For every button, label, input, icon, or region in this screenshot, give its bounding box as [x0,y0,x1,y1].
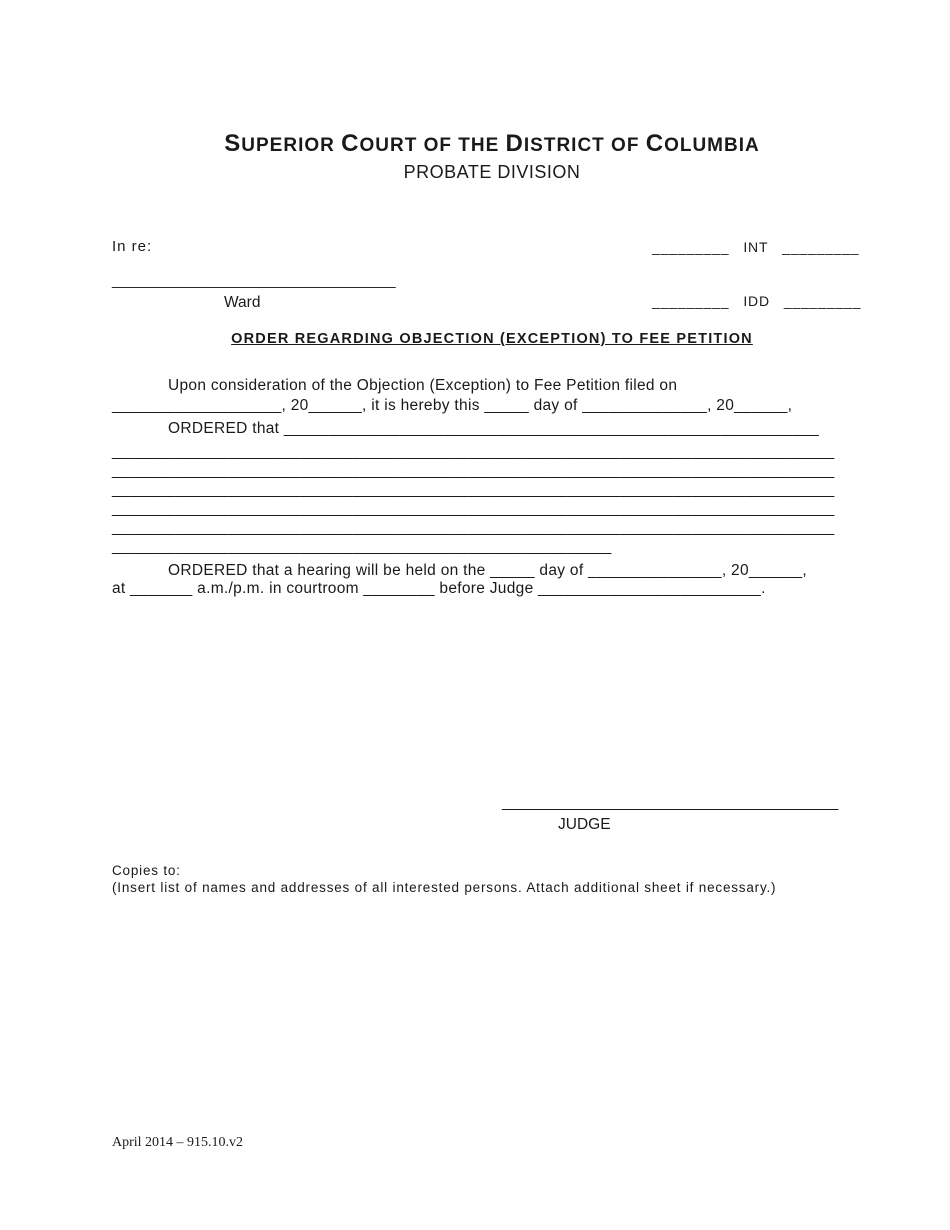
consideration-line-2[interactable]: ___________________, 20______, it is hereby this _____ day of ______________, 20______, [112,397,793,414]
division-title: PROBATE DIVISION [403,162,581,182]
copies-to-instructions: (Insert list of names and addresses of all interested persons. Attach additional sheet if necessary.) [112,880,777,895]
in-re-label: In re: [112,238,153,255]
order-blank-line[interactable]: _________________________________________________________________________________ [112,481,835,498]
ward-name-blank[interactable]: __________________________________ [112,272,396,289]
order-title: ORDER REGARDING OBJECTION (EXCEPTION) TO FEE PETITION [231,331,753,347]
court-title [0,130,950,158]
order-blank-line[interactable]: _________________________________________________________________________________ [112,443,835,460]
int-code-line[interactable]: _________ INT _________ [652,239,860,255]
ward-label: Ward [224,294,261,311]
case-codes [652,202,861,328]
court-title-part-3: DISTRICT OF [505,130,646,157]
court-title-part-2: COURT OF THE [341,130,506,157]
hearing-line-1[interactable]: ORDERED that a hearing will be held on the _____ day of _______________, 20______, [168,562,808,579]
ordered-that-line[interactable]: ORDERED that ____________________________________________________________ [168,420,820,437]
order-blank-line[interactable]: _________________________________________________________________________________ [112,462,835,479]
court-title-part-1: SUPERIOR [224,130,342,157]
form-footer-id: April 2014 – 915.10.v2 [112,1135,244,1150]
judge-label: JUDGE [558,816,611,833]
idd-code-line[interactable]: _________ IDD _________ [652,293,862,309]
hearing-line-2[interactable]: at _______ a.m./p.m. in courtroom ________ before Judge _________________________. [112,580,766,597]
court-title-part-4: COLUMBIA [645,130,760,157]
order-blank-line[interactable]: _________________________________________________________________________________ [112,519,835,536]
order-blank-line[interactable]: _________________________________________________________________________________ [112,500,835,517]
consideration-line-1: Upon consideration of the Objection (Exception) to Fee Petition filed on [168,377,678,394]
copies-to-label: Copies to: [112,863,181,878]
order-blank-line[interactable]: ________________________________________________________ [112,538,612,555]
judge-signature-line[interactable]: _______________________________________ [502,794,839,811]
